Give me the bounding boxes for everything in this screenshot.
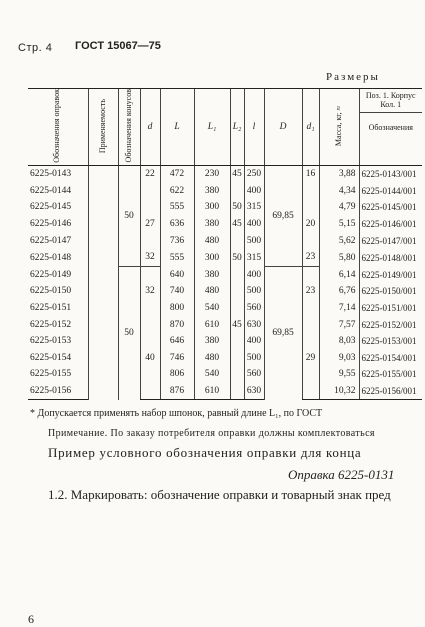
cell-cone: 50	[118, 166, 140, 267]
table-body	[28, 166, 422, 400]
footnote: * Допускается применять набор шпонок, равный длине L₁, по ГОСТ	[30, 408, 323, 419]
col-header-d1: d₁	[302, 89, 319, 166]
col-header-designation: Обозначения оправок	[28, 89, 88, 166]
cell-mass: 7,14	[319, 300, 359, 317]
example-value: Оправка 6225-0131	[288, 467, 395, 482]
cell-l: 630	[244, 383, 264, 400]
col-header-L1: L₁	[194, 89, 230, 166]
col-header-housing	[359, 89, 422, 166]
cell-d: 32	[140, 283, 160, 300]
cell-code: 6225-0149	[30, 269, 72, 280]
cell-L: 622	[160, 183, 194, 200]
cell-code: 6225-0144	[30, 185, 72, 196]
cell-mass: 6,76	[319, 283, 359, 300]
col-header-mass: Масса, кг, ≈	[319, 89, 359, 166]
mandrel-spec-table	[28, 88, 422, 400]
cell-d	[140, 383, 160, 400]
cell-designation: 6225-0156/001	[359, 383, 422, 400]
cell-mass: 5,15	[319, 216, 359, 233]
cell-D: 69,85	[264, 166, 302, 267]
col-header-applicability: Применяемость	[88, 89, 118, 166]
table-row	[28, 199, 422, 216]
cell-d	[140, 333, 160, 350]
cell-code: 6225-0156	[28, 383, 88, 400]
cell-L1: 540	[194, 300, 230, 317]
cell-L1: 380	[194, 333, 230, 350]
cell-L1: 480	[194, 283, 230, 300]
cell-L: 555	[160, 249, 194, 266]
cell-L: 636	[160, 216, 194, 233]
cell-mass: 10,32	[319, 383, 359, 400]
cell-d	[140, 300, 160, 317]
cell-L: 806	[160, 366, 194, 383]
cell-mass: 4,34	[319, 183, 359, 200]
cell-L2	[230, 266, 244, 283]
col-header-L2: L₂	[230, 89, 244, 166]
cell-l: 315	[244, 249, 264, 266]
cell-d1	[302, 333, 319, 350]
col-header-l: l	[244, 89, 264, 166]
cell-d1: 20	[302, 216, 319, 233]
cell-designation: 6225-0148/001	[359, 249, 422, 266]
cell-code: 6225-0154	[30, 352, 72, 363]
cell-l: 560	[244, 300, 264, 317]
table-row	[28, 232, 422, 249]
cell-designation: 6225-0150/001	[359, 283, 422, 300]
cell-designation: 6225-0151/001	[359, 300, 422, 317]
cell-d1	[302, 199, 319, 216]
table-row	[28, 266, 422, 283]
cell-d1	[302, 266, 319, 283]
table-row	[28, 183, 422, 200]
cell-d: 40	[140, 350, 160, 367]
cell-l: 250	[244, 166, 264, 183]
col-header-d: d	[140, 89, 160, 166]
cell-mass: 9,03	[319, 350, 359, 367]
cell-mass: 5,62	[319, 232, 359, 249]
cell-d1: 23	[302, 249, 319, 266]
cell-L: 555	[160, 199, 194, 216]
cell-d1: 23	[302, 283, 319, 300]
cell-code: 6225-0148	[30, 252, 72, 263]
cell-L2: 45	[230, 166, 244, 183]
cell-code: 6225-0146	[30, 219, 72, 230]
cell-L: 870	[160, 316, 194, 333]
cell-l: 500	[244, 283, 264, 300]
table-row	[28, 383, 422, 400]
cell-d	[140, 183, 160, 200]
cell-L: 736	[160, 232, 194, 249]
table-row	[28, 283, 422, 300]
cell-code: 6225-0151	[30, 303, 72, 314]
cell-cone: 50	[118, 266, 140, 400]
cell-d1	[302, 383, 319, 400]
cell-designation: 6225-0145/001	[359, 199, 422, 216]
cell-d	[140, 199, 160, 216]
col-header-cone: Обозначения конусов	[118, 89, 140, 166]
cell-designation: 6225-0152/001	[359, 316, 422, 333]
note: Примечание. По заказу потребителя оправки должны комплектоваться	[48, 428, 375, 439]
cell-designation: 6225-0155/001	[359, 366, 422, 383]
cell-L2	[230, 300, 244, 317]
cell-L2	[230, 183, 244, 200]
item-1-2: 1.2. Маркировать: обозначение оправки и товарный знак пред	[48, 487, 391, 502]
cell-d1	[302, 232, 319, 249]
table-row	[28, 300, 422, 317]
cell-code: 6225-0147	[30, 235, 72, 246]
cell-L2	[230, 333, 244, 350]
cell-L1: 480	[194, 350, 230, 367]
col-header-D: D	[264, 89, 302, 166]
cell-code: 6225-0143	[30, 169, 72, 180]
cell-L2	[230, 232, 244, 249]
cell-L1: 610	[194, 383, 230, 400]
cell-d: 27	[140, 216, 160, 233]
cell-d1	[302, 366, 319, 383]
table-row	[28, 216, 422, 233]
cell-l: 630	[244, 316, 264, 333]
cell-designation: 6225-0146/001	[359, 216, 422, 233]
col-header-housing-top: Поз. 1. Корпус Кол. 1	[360, 89, 423, 113]
cell-designation: 6225-0153/001	[359, 333, 422, 350]
col-header-L: L	[160, 89, 194, 166]
cell-d	[140, 316, 160, 333]
cell-L2: 50	[230, 199, 244, 216]
page-label: Стр. 4	[18, 42, 53, 54]
table-row	[28, 249, 422, 266]
cell-d1: 29	[302, 350, 319, 367]
cell-L2: 50	[230, 249, 244, 266]
cell-mass: 6,14	[319, 266, 359, 283]
cell-d	[140, 266, 160, 283]
cell-applicability	[88, 166, 118, 400]
table-row	[28, 366, 422, 383]
table-row	[28, 316, 422, 333]
cell-l: 400	[244, 266, 264, 283]
cell-L2	[230, 383, 244, 400]
cell-d1	[302, 183, 319, 200]
cell-L1: 540	[194, 366, 230, 383]
cell-L1: 380	[194, 216, 230, 233]
cell-L: 640	[160, 266, 194, 283]
cell-L: 646	[160, 333, 194, 350]
cell-L2: 45	[230, 216, 244, 233]
cell-mass: 7,57	[319, 316, 359, 333]
cell-L1: 380	[194, 266, 230, 283]
example-heading: Пример условного обозначения оправки для конца	[48, 445, 362, 460]
cell-designation: 6225-0147/001	[359, 232, 422, 249]
cell-mass: 3,88	[319, 166, 359, 183]
cell-designation: 6225-0143/001	[359, 166, 422, 183]
cell-l: 400	[244, 216, 264, 233]
cell-L2	[230, 366, 244, 383]
standard-number: ГОСТ 15067—75	[75, 40, 161, 52]
cell-L: 746	[160, 350, 194, 367]
cell-L2	[230, 350, 244, 367]
cell-d1	[302, 300, 319, 317]
cell-mass: 8,03	[319, 333, 359, 350]
cell-d	[140, 232, 160, 249]
col-header-housing-bottom: Обозначения	[368, 123, 413, 133]
cell-l: 500	[244, 232, 264, 249]
cell-L2: 45	[230, 316, 244, 333]
cell-L1: 300	[194, 199, 230, 216]
cell-L2	[230, 283, 244, 300]
cell-d1	[302, 316, 319, 333]
cell-L: 472	[160, 166, 194, 183]
cell-code: 6225-0155	[30, 369, 72, 380]
cell-L: 800	[160, 300, 194, 317]
cell-code: 6225-0145	[30, 202, 72, 213]
cell-D: 69,85	[264, 266, 302, 400]
cell-designation: 6225-0144/001	[359, 183, 422, 200]
cell-L: 740	[160, 283, 194, 300]
cell-L: 876	[160, 383, 194, 400]
cell-L1: 480	[194, 232, 230, 249]
cell-L1: 380	[194, 183, 230, 200]
cell-l: 315	[244, 199, 264, 216]
cell-d: 32	[140, 249, 160, 266]
cell-code: 6225-0153	[30, 336, 72, 347]
cell-d	[140, 366, 160, 383]
cell-l: 400	[244, 333, 264, 350]
cell-L1: 230	[194, 166, 230, 183]
sizes-label: Размеры	[326, 71, 380, 83]
table-row	[28, 166, 422, 183]
cell-mass: 9,55	[319, 366, 359, 383]
cell-l: 400	[244, 183, 264, 200]
cell-designation: 6225-0154/001	[359, 350, 422, 367]
cell-mass: 5,80	[319, 249, 359, 266]
cell-l: 560	[244, 366, 264, 383]
cell-designation: 6225-0149/001	[359, 266, 422, 283]
cell-L1: 300	[194, 249, 230, 266]
cell-mass: 4,79	[319, 199, 359, 216]
cell-d: 22	[140, 166, 160, 183]
cell-l: 500	[244, 350, 264, 367]
table-row	[28, 333, 422, 350]
table-row	[28, 350, 422, 367]
cell-code: 6225-0152	[30, 319, 72, 330]
cell-L1: 610	[194, 316, 230, 333]
page-number: 6	[28, 612, 34, 626]
cell-d1: 16	[302, 166, 319, 183]
cell-code: 6225-0150	[30, 286, 72, 297]
